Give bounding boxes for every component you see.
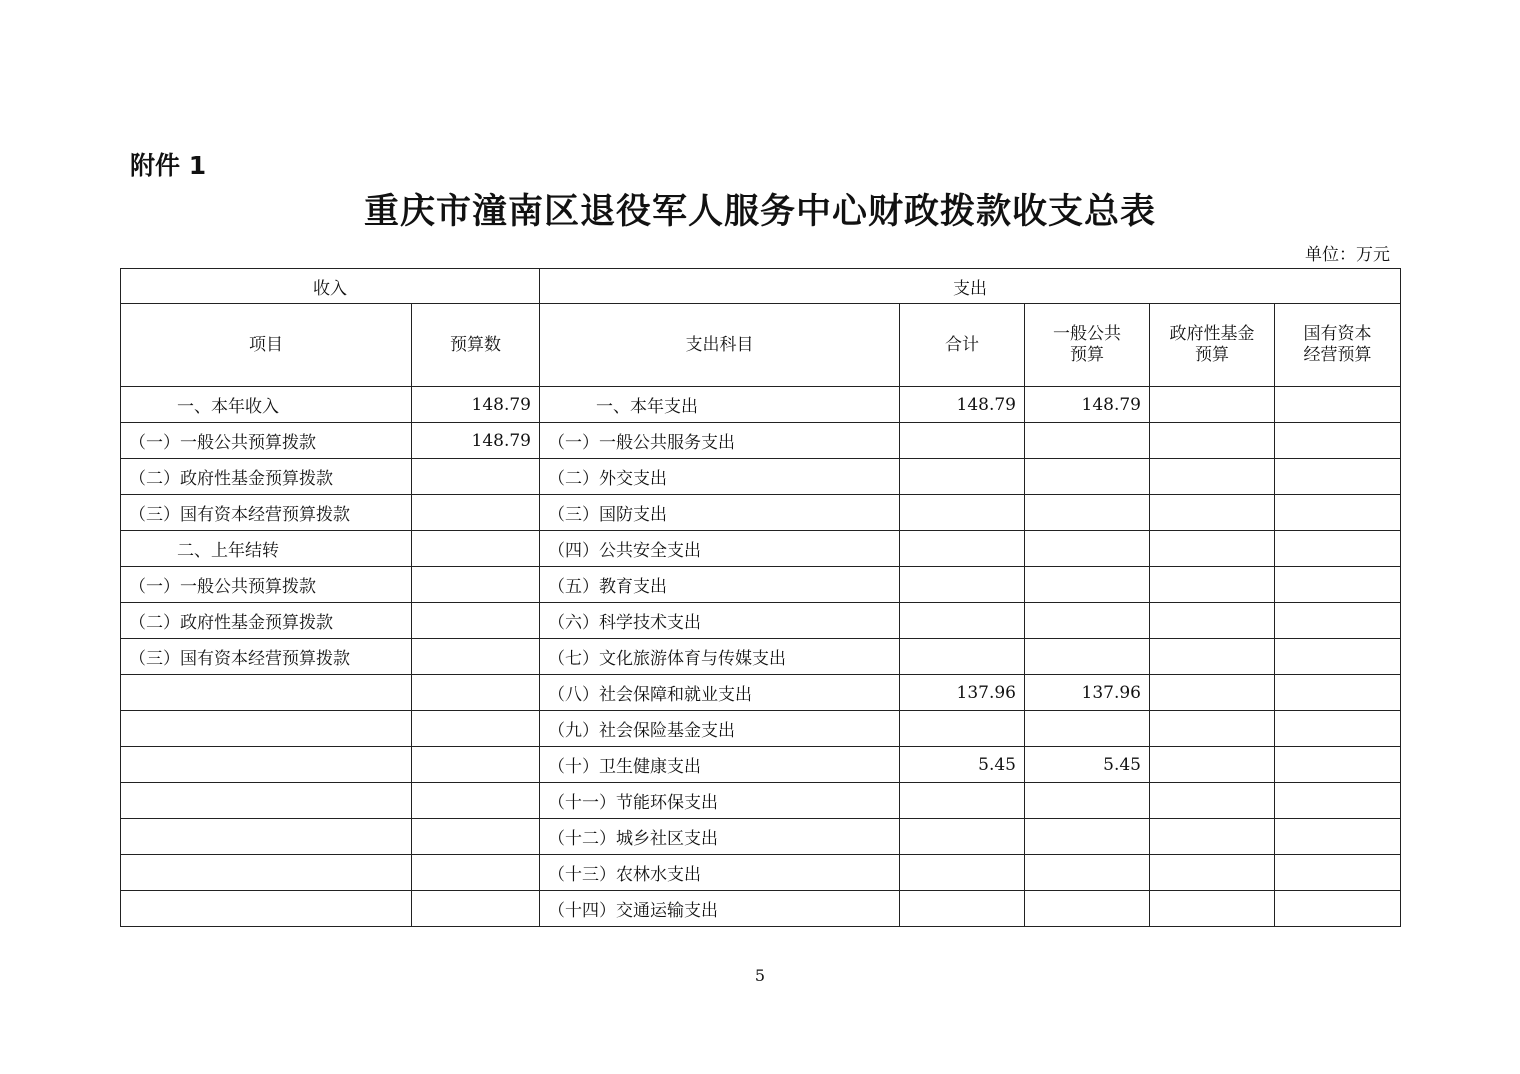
item-cell	[121, 747, 412, 783]
item-cell	[121, 675, 412, 711]
col-fund-line1: 政府性基金	[1169, 324, 1255, 344]
col-capital-line1: 国有资本	[1303, 324, 1372, 344]
total-cell	[900, 819, 1025, 855]
attachment-label: 附件 1	[130, 151, 207, 180]
expense-header: 支出	[540, 269, 1401, 304]
budget-cell	[412, 711, 540, 747]
table-row	[121, 423, 1401, 459]
total-cell: 148.79	[900, 387, 1025, 423]
subject-cell: （十二）城乡社区支出	[540, 819, 900, 855]
subject-cell: （一）一般公共服务支出	[540, 423, 900, 459]
capital-cell	[1275, 855, 1401, 891]
fund-cell	[1150, 711, 1275, 747]
general-cell: 5.45	[1025, 747, 1150, 783]
general-cell	[1025, 639, 1150, 675]
table-row	[121, 387, 1401, 423]
budget-cell	[412, 639, 540, 675]
page-number: 5	[754, 966, 766, 985]
general-cell	[1025, 855, 1150, 891]
item-cell: （三）国有资本经营预算拨款	[121, 639, 412, 675]
fund-cell	[1150, 531, 1275, 567]
capital-cell	[1275, 891, 1401, 927]
item-cell	[121, 819, 412, 855]
subject-cell: （十三）农林水支出	[540, 855, 900, 891]
subject-cell: （十）卫生健康支出	[540, 747, 900, 783]
item-cell: （一）一般公共预算拨款	[121, 423, 412, 459]
budget-cell	[412, 819, 540, 855]
budget-cell	[412, 891, 540, 927]
col-fund-line2: 预算	[1195, 345, 1229, 365]
total-cell: 137.96	[900, 675, 1025, 711]
item-cell: 一、本年收入	[121, 387, 412, 423]
budget-cell: 148.79	[412, 387, 540, 423]
subject-cell: （六）科学技术支出	[540, 603, 900, 639]
capital-cell	[1275, 747, 1401, 783]
general-cell	[1025, 495, 1150, 531]
fund-cell	[1150, 855, 1275, 891]
col-item-header: 项目	[121, 304, 412, 387]
general-cell	[1025, 423, 1150, 459]
general-cell	[1025, 567, 1150, 603]
budget-table	[120, 268, 1401, 927]
budget-cell	[412, 459, 540, 495]
item-cell: （一）一般公共预算拨款	[121, 567, 412, 603]
table-row	[121, 567, 1401, 603]
table-row	[121, 459, 1401, 495]
capital-cell	[1275, 675, 1401, 711]
capital-cell	[1275, 819, 1401, 855]
total-cell	[900, 639, 1025, 675]
col-capital-line2: 经营预算	[1303, 345, 1372, 365]
subject-cell: （十四）交通运输支出	[540, 891, 900, 927]
total-cell	[900, 891, 1025, 927]
budget-cell	[412, 603, 540, 639]
general-cell: 137.96	[1025, 675, 1150, 711]
col-total-header: 合计	[900, 304, 1025, 387]
table-row	[121, 675, 1401, 711]
capital-cell	[1275, 567, 1401, 603]
item-cell	[121, 783, 412, 819]
col-general-header	[1025, 304, 1150, 387]
total-cell	[900, 855, 1025, 891]
fund-cell	[1150, 459, 1275, 495]
item-cell: （二）政府性基金预算拨款	[121, 603, 412, 639]
col-budget-header: 预算数	[412, 304, 540, 387]
capital-cell	[1275, 711, 1401, 747]
unit-label: 单位：万元	[1305, 245, 1390, 265]
table-row	[121, 495, 1401, 531]
subject-cell: （七）文化旅游体育与传媒支出	[540, 639, 900, 675]
fund-cell	[1150, 603, 1275, 639]
capital-cell	[1275, 459, 1401, 495]
subject-cell: （八）社会保障和就业支出	[540, 675, 900, 711]
fund-cell	[1150, 747, 1275, 783]
subject-cell: （九）社会保险基金支出	[540, 711, 900, 747]
table-row	[121, 531, 1401, 567]
capital-cell	[1275, 387, 1401, 423]
header-row-columns	[121, 304, 1401, 387]
fund-cell	[1150, 639, 1275, 675]
fund-cell	[1150, 387, 1275, 423]
table-row	[121, 891, 1401, 927]
subject-cell: （五）教育支出	[540, 567, 900, 603]
capital-cell	[1275, 783, 1401, 819]
total-cell	[900, 495, 1025, 531]
income-header: 收入	[121, 269, 540, 304]
col-general-line1: 一般公共	[1053, 324, 1121, 344]
fund-cell	[1150, 675, 1275, 711]
table-row	[121, 711, 1401, 747]
capital-cell	[1275, 423, 1401, 459]
general-cell	[1025, 603, 1150, 639]
capital-cell	[1275, 639, 1401, 675]
table-row	[121, 639, 1401, 675]
general-cell	[1025, 531, 1150, 567]
budget-cell: 148.79	[412, 423, 540, 459]
item-cell: 二、上年结转	[121, 531, 412, 567]
col-general-line2: 预算	[1070, 345, 1104, 365]
general-cell	[1025, 783, 1150, 819]
table-row	[121, 855, 1401, 891]
subject-cell: （十一）节能环保支出	[540, 783, 900, 819]
fund-cell	[1150, 495, 1275, 531]
table-row	[121, 747, 1401, 783]
table-row	[121, 603, 1401, 639]
subject-cell: 一、本年支出	[540, 387, 900, 423]
budget-cell	[412, 567, 540, 603]
total-cell	[900, 531, 1025, 567]
capital-cell	[1275, 531, 1401, 567]
total-cell	[900, 567, 1025, 603]
total-cell: 5.45	[900, 747, 1025, 783]
table-row	[121, 783, 1401, 819]
capital-cell	[1275, 495, 1401, 531]
col-capital-header	[1275, 304, 1401, 387]
col-subject-header: 支出科目	[540, 304, 900, 387]
budget-cell	[412, 783, 540, 819]
col-fund-header	[1150, 304, 1275, 387]
general-cell	[1025, 891, 1150, 927]
general-cell	[1025, 711, 1150, 747]
fund-cell	[1150, 819, 1275, 855]
budget-cell	[412, 495, 540, 531]
item-cell: （二）政府性基金预算拨款	[121, 459, 412, 495]
total-cell	[900, 459, 1025, 495]
total-cell	[900, 783, 1025, 819]
general-cell	[1025, 459, 1150, 495]
fund-cell	[1150, 891, 1275, 927]
budget-cell	[412, 531, 540, 567]
capital-cell	[1275, 603, 1401, 639]
page-title: 重庆市潼南区退役军人服务中心财政拨款收支总表	[363, 192, 1156, 232]
item-cell	[121, 711, 412, 747]
total-cell	[900, 603, 1025, 639]
fund-cell	[1150, 783, 1275, 819]
table-row	[121, 819, 1401, 855]
budget-cell	[412, 855, 540, 891]
budget-cell	[412, 675, 540, 711]
item-cell	[121, 891, 412, 927]
fund-cell	[1150, 567, 1275, 603]
total-cell	[900, 423, 1025, 459]
header-row-groups	[121, 269, 1401, 304]
subject-cell: （四）公共安全支出	[540, 531, 900, 567]
fund-cell	[1150, 423, 1275, 459]
subject-cell: （三）国防支出	[540, 495, 900, 531]
item-cell: （三）国有资本经营预算拨款	[121, 495, 412, 531]
general-cell	[1025, 819, 1150, 855]
total-cell	[900, 711, 1025, 747]
budget-cell	[412, 747, 540, 783]
item-cell	[121, 855, 412, 891]
subject-cell: （二）外交支出	[540, 459, 900, 495]
general-cell: 148.79	[1025, 387, 1150, 423]
